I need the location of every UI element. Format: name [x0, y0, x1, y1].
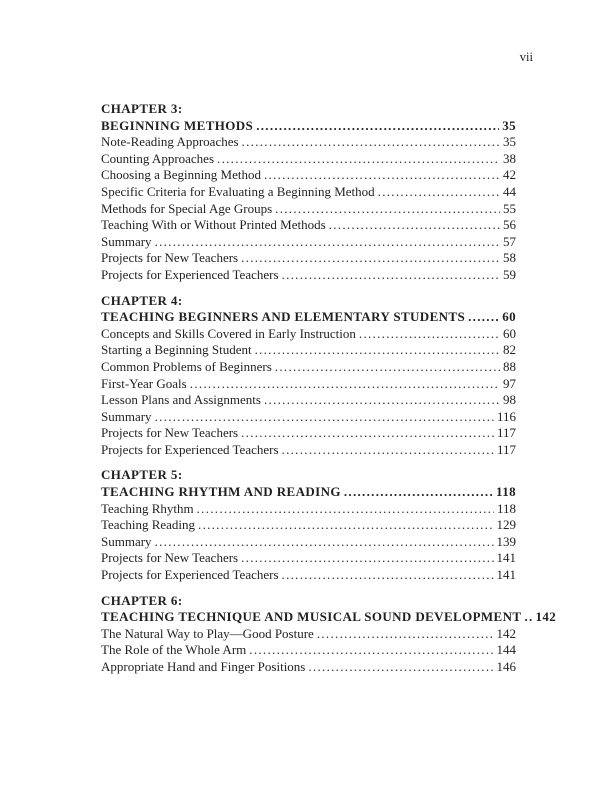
toc-entry-page-number: 38: [503, 150, 516, 166]
toc-entry-row: [101, 201, 516, 218]
chapter-title: BEGINNING METHODS: [101, 117, 254, 133]
toc-entry-page-number: 59: [503, 266, 516, 282]
toc-entry-page-number: 98: [503, 392, 516, 408]
chapter-page-number: 60: [502, 309, 516, 325]
chapter-title-row: [101, 484, 516, 501]
dot-leader: [264, 167, 500, 184]
toc-entry-row: [101, 376, 516, 393]
toc-entry-label: Starting a Beginning Student: [101, 342, 252, 358]
toc-entry-label: Projects for Experienced Teachers: [101, 567, 279, 583]
dot-leader: [275, 201, 500, 218]
chapter-page-number: 35: [502, 117, 516, 133]
toc-section: [101, 293, 516, 459]
toc-entry-row: [101, 409, 516, 426]
dot-leader: [242, 134, 500, 151]
chapter-title: TEACHING BEGINNERS AND ELEMENTARY STUDENTS: [101, 309, 466, 325]
toc-entry-row: [101, 567, 516, 584]
toc-entry-label: Concepts and Skills Covered in Early Instruction: [101, 325, 356, 341]
toc-entry-page-number: 55: [503, 200, 516, 216]
dot-leader: [155, 234, 500, 251]
toc-entry-label: Appropriate Hand and Finger Positions: [101, 659, 306, 674]
chapter-page-number: 118: [496, 484, 516, 500]
table-of-contents: [101, 101, 557, 676]
toc-entry-page-number: 117: [496, 425, 516, 441]
toc-entry-row: [101, 234, 516, 251]
toc-entry-page-number: 35: [503, 134, 516, 150]
toc-section: [101, 101, 516, 284]
toc-entry-page-number: 141: [496, 550, 516, 566]
dot-leader: [359, 326, 500, 343]
toc-entry-row: [101, 342, 516, 359]
dot-leader: [241, 425, 494, 442]
toc-entry-row: [101, 642, 516, 659]
dot-leader: [317, 626, 494, 643]
toc-entry-row: [101, 659, 516, 676]
dot-leader: [468, 309, 499, 326]
toc-entry-page-number: 142: [496, 625, 516, 641]
chapter-title-row: [101, 118, 516, 135]
toc-entry-label: Counting Approaches: [101, 150, 215, 166]
dot-leader: [217, 151, 500, 168]
chapter-number-label: CHAPTER 5:: [101, 467, 183, 483]
toc-entry-row: [101, 134, 516, 151]
toc-entry-label: The Natural Way to Play—Good Posture: [101, 625, 314, 641]
toc-entry-label: Methods for Special Age Groups: [101, 200, 273, 216]
toc-entry-label: Teaching Rhythm: [101, 500, 194, 516]
dot-leader: [378, 184, 500, 201]
dot-leader: [524, 609, 532, 626]
toc-entry-row: [101, 392, 516, 409]
toc-entry-label: Projects for Experienced Teachers: [101, 266, 279, 282]
toc-section: [101, 467, 516, 583]
toc-entry-row: [101, 626, 516, 643]
toc-entry-row: [101, 442, 516, 459]
chapter-title: TEACHING TECHNIQUE AND MUSICAL SOUND DEVELOPMENT: [101, 609, 522, 625]
dot-leader: [344, 484, 493, 501]
chapter-number-label: CHAPTER 6:: [101, 592, 183, 608]
toc-entry-label: Choosing a Beginning Method: [101, 167, 261, 183]
toc-entry-page-number: 44: [503, 183, 516, 199]
toc-entry-row: [101, 534, 516, 551]
toc-entry-page-number: 139: [496, 533, 516, 549]
toc-entry-label: Specific Criteria for Evaluating a Beginning Method: [101, 183, 375, 199]
chapter-number-label: CHAPTER 4:: [101, 292, 183, 308]
dot-leader: [249, 642, 493, 659]
dot-leader: [241, 550, 493, 567]
dot-leader: [241, 250, 500, 267]
toc-entry-label: Projects for Experienced Teachers: [101, 441, 279, 457]
toc-entry-label: Projects for New Teachers: [101, 425, 239, 441]
chapter-page-number: 142: [535, 609, 557, 625]
toc-entry-row: [101, 517, 516, 534]
toc-entry-page-number: 141: [496, 567, 516, 583]
chapter-title-row: [101, 309, 516, 326]
dot-leader: [198, 517, 493, 534]
toc-entry-label: Projects for New Teachers: [101, 250, 239, 266]
toc-entry-label: Summary: [101, 533, 152, 549]
toc-entry-page-number: 88: [503, 358, 516, 374]
toc-entry-label: Summary: [101, 408, 152, 424]
toc-entry-page-number: 129: [496, 517, 516, 533]
dot-leader: [275, 359, 500, 376]
chapter-number-label: CHAPTER 3:: [101, 101, 183, 116]
toc-entry-row: [101, 501, 516, 518]
toc-entry-page-number: 118: [496, 500, 516, 516]
toc-entry-page-number: 58: [503, 250, 516, 266]
dot-leader: [264, 392, 500, 409]
toc-entry-row: [101, 550, 516, 567]
dot-leader: [256, 118, 499, 135]
toc-entry-page-number: 42: [503, 167, 516, 183]
chapter-title: TEACHING RHYTHM AND READING: [101, 484, 341, 500]
toc-entry-label: The Role of the Whole Arm: [101, 642, 247, 658]
toc-entry-label: Teaching With or Without Printed Methods: [101, 217, 326, 233]
dot-leader: [255, 342, 500, 359]
dot-leader: [282, 567, 494, 584]
dot-leader: [197, 501, 494, 518]
dot-leader: [190, 376, 500, 393]
toc-entry-label: Summary: [101, 233, 152, 249]
toc-entry-label: Projects for New Teachers: [101, 550, 239, 566]
page-folio-number: vii: [519, 50, 533, 64]
toc-entry-row: [101, 250, 516, 267]
toc-entry-row: [101, 359, 516, 376]
toc-entry-page-number: 146: [496, 659, 516, 674]
toc-entry-label: Lesson Plans and Assignments: [101, 392, 261, 408]
toc-entry-page-number: 117: [496, 441, 516, 457]
dot-leader: [282, 442, 494, 459]
toc-entry-page-number: 60: [503, 325, 516, 341]
toc-entry-label: Teaching Reading: [101, 517, 196, 533]
toc-entry-page-number: 116: [496, 408, 516, 424]
toc-entry-page-number: 144: [496, 642, 516, 658]
toc-entry-label: Note-Reading Approaches: [101, 134, 239, 150]
toc-entry-label: Common Problems of Beginners: [101, 358, 272, 374]
dot-leader: [308, 659, 493, 676]
chapter-title-row: [101, 609, 557, 626]
toc-entry-page-number: 97: [503, 375, 516, 391]
toc-entry-page-number: 56: [503, 217, 516, 233]
toc-entry-row: [101, 267, 516, 284]
toc-entry-row: [101, 425, 516, 442]
toc-entry-page-number: 57: [503, 233, 516, 249]
toc-section: [101, 592, 557, 676]
toc-entry-row: [101, 151, 516, 168]
dot-leader: [155, 534, 494, 551]
toc-entry-row: [101, 184, 516, 201]
dot-leader: [282, 267, 500, 284]
toc-entry-row: [101, 167, 516, 184]
toc-entry-page-number: 82: [503, 342, 516, 358]
toc-entry-row: [101, 217, 516, 234]
dot-leader: [155, 409, 494, 426]
toc-entry-label: First-Year Goals: [101, 375, 187, 391]
dot-leader: [329, 217, 500, 234]
toc-entry-row: [101, 326, 516, 343]
